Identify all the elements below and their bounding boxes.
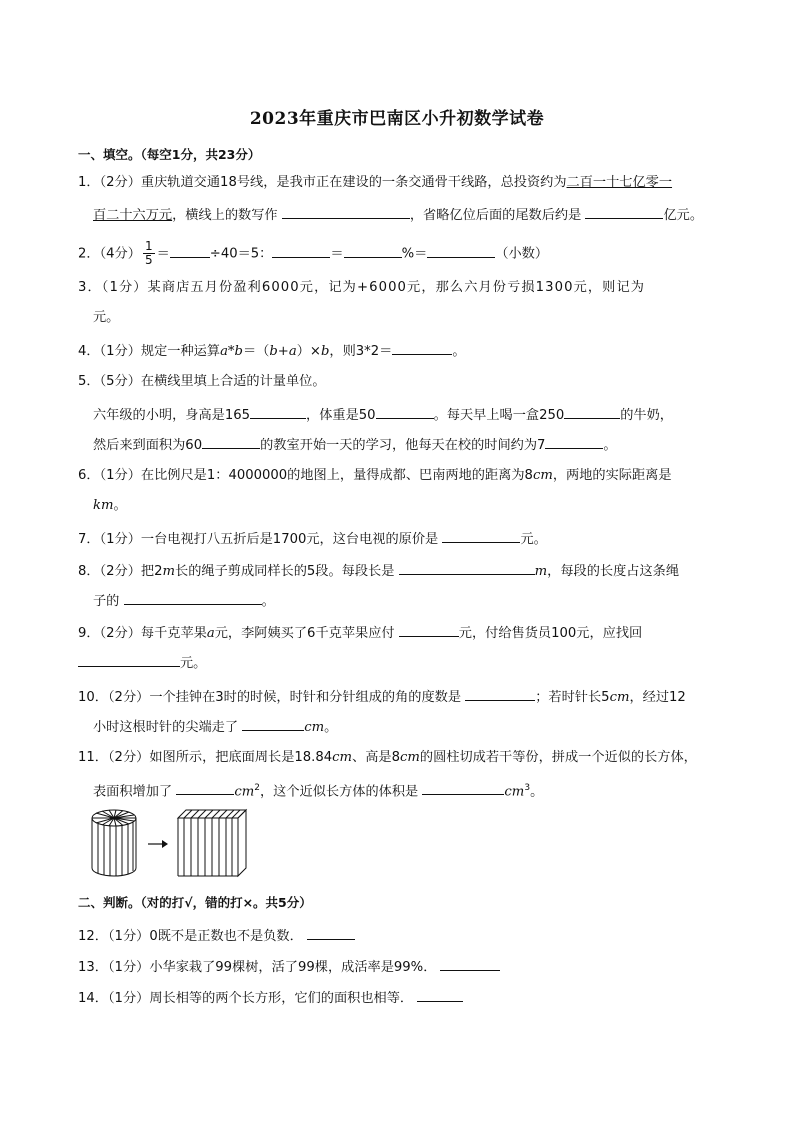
answer-blank[interactable] <box>585 204 663 219</box>
answer-blank[interactable] <box>376 404 434 419</box>
q11-unit-cm-2: cm <box>400 750 420 765</box>
question-13 <box>78 956 500 978</box>
cylinder-to-cuboid-figure <box>88 804 268 882</box>
fraction-numerator: 1 <box>144 239 153 253</box>
question-9-cont <box>78 652 206 674</box>
answer-blank[interactable] <box>176 780 234 795</box>
answer-blank[interactable] <box>442 528 520 543</box>
answer-blank[interactable] <box>250 404 306 419</box>
q5-text-5: 的牛奶， <box>620 408 673 423</box>
q5-text: 5．（5分）在横线里填上合适的计量单位。 <box>78 374 326 389</box>
q6-period: 。 <box>113 498 127 513</box>
question-8-cont <box>93 590 275 612</box>
question-6 <box>78 466 672 486</box>
answer-blank[interactable] <box>307 925 355 940</box>
q6-text-2: ，两地的实际距离是 <box>552 468 672 483</box>
q10-text-3: ，经过12 <box>629 690 686 705</box>
q12-text: 12．（1分）0既不是正数也不是负数． <box>78 929 303 944</box>
answer-blank[interactable] <box>465 686 535 701</box>
q2-eq: ＝ <box>156 246 170 262</box>
answer-blank[interactable] <box>417 987 463 1002</box>
q8-text-3: ，每段的长度占这条绳 <box>547 564 680 579</box>
q9-unit: 元。 <box>180 656 207 671</box>
q2-eq-2: ＝ <box>330 246 344 262</box>
question-7 <box>78 528 547 550</box>
q1-text-4: 亿元。 <box>663 208 704 223</box>
q4-expr-2: b+a <box>269 344 297 359</box>
q4-text-4: ，则3*2＝ <box>329 344 393 359</box>
question-3 <box>78 278 645 298</box>
q4-text: 4．（1分）规定一种运算 <box>78 344 221 359</box>
q6-text: 6．（1分）在比例尺是1：4000000的地图上，量得成都、巴南两地的距离为8 <box>78 468 533 483</box>
answer-blank[interactable] <box>344 243 402 258</box>
q10-text-4: 小时这根时针的尖端走了 <box>93 720 239 735</box>
q10-text-2: ；若时针长5 <box>535 690 610 705</box>
q8-period: 。 <box>261 594 275 609</box>
question-9 <box>78 622 642 644</box>
question-11 <box>78 748 697 768</box>
answer-blank[interactable] <box>282 204 410 219</box>
q2-percent: %＝ <box>401 246 428 262</box>
answer-blank[interactable] <box>399 560 535 575</box>
answer-blank[interactable] <box>399 622 459 637</box>
q5-text-2: 六年级的小明，身高是165 <box>93 408 251 423</box>
q10-text: 10．（2分）一个挂钟在3时的时候，时针和分针组成的角的度数是 <box>78 690 462 705</box>
arrow-right-icon <box>148 840 168 848</box>
q8-text: 8．（2分）把2 <box>78 564 163 579</box>
answer-blank[interactable] <box>427 243 495 258</box>
cylinder-icon <box>92 810 136 876</box>
q5-text-6: 然后来到面积为60 <box>93 438 203 453</box>
section-heading-true-false: 二、判断。（对的打√，错的打×。共5分） <box>78 895 312 910</box>
question-10 <box>78 686 686 708</box>
q8-text-4: 子的 <box>93 594 120 609</box>
q1-text-3: ，省略亿位后面的尾数后约是 <box>409 208 582 223</box>
q11-sup-3: 3 <box>524 783 531 793</box>
q2-text: 2．（4分） <box>78 246 141 262</box>
answer-blank[interactable] <box>202 434 260 449</box>
question-3-cont <box>93 308 119 328</box>
cuboid-icon <box>178 810 246 876</box>
q9-text-3: 元，付给售货员100元，应找回 <box>458 626 643 641</box>
q4-var: b <box>320 344 330 359</box>
q11-text-2: 、高是8 <box>352 750 400 765</box>
q8-text-2: 长的绳子剪成同样长的5段。每段长是 <box>175 564 395 579</box>
q9-var-a: a <box>206 626 215 641</box>
question-1-cont <box>93 204 703 226</box>
question-6-cont <box>93 496 127 516</box>
q7-text: 7．（1分）一台电视打八五折后是1700元，这台电视的原价是 <box>78 532 439 547</box>
q11-unit-cm2: cm <box>234 784 255 800</box>
q6-unit-cm: cm <box>532 468 553 483</box>
answer-blank[interactable] <box>124 590 262 605</box>
question-12 <box>78 925 355 947</box>
page-title: 2023年重庆市巴南区小升初数学试卷 <box>249 109 545 129</box>
q9-text: 9．（2分）每千克苹果 <box>78 626 207 641</box>
answer-blank[interactable] <box>78 652 180 667</box>
q2-text-2: ÷40＝5： <box>209 246 273 262</box>
q4-text-3: ）× <box>296 344 321 359</box>
answer-blank[interactable] <box>422 780 504 795</box>
q8-unit-m-2: m <box>534 564 548 579</box>
q10-unit-cm: cm <box>609 690 630 705</box>
question-14 <box>78 987 463 1009</box>
answer-blank[interactable] <box>272 243 330 258</box>
q5-period: 。 <box>603 438 617 453</box>
answer-blank[interactable] <box>564 404 620 419</box>
q5-text-3: ，体重是50 <box>306 408 376 423</box>
q3-unit: 元。 <box>93 310 120 325</box>
q5-text-7: 的教室开始一天的学习，他每天在校的时间约为7 <box>260 438 546 453</box>
answer-blank[interactable] <box>392 340 452 355</box>
fraction-denominator: 5 <box>144 253 153 267</box>
q13-text: 13．（1分）小华家栽了99棵树，活了99棵，成活率是99%． <box>78 960 437 975</box>
q11-text-3: 的圆柱切成若干等份，拼成一个近似的长方体， <box>419 750 697 765</box>
answer-blank[interactable] <box>440 956 500 971</box>
q6-unit-km: km <box>93 498 114 513</box>
question-11-cont <box>93 778 543 802</box>
section-heading-fill-blank: 一、填空。（每空1分，共23分） <box>78 147 261 162</box>
question-4 <box>78 340 466 362</box>
q5-text-4: 。每天早上喝一盒250 <box>433 408 565 423</box>
answer-blank[interactable] <box>242 716 304 731</box>
q4-period: 。 <box>452 344 466 359</box>
q1-underlined-number-cont: 百二十六万元 <box>93 208 173 223</box>
q9-text-2: 元，李阿姨买了6千克苹果应付 <box>214 626 395 641</box>
answer-blank[interactable] <box>170 243 210 258</box>
question-10-cont <box>93 716 337 738</box>
q3-text: 3．（1分）某商店五月份盈利6000元，记为+6000元，那么六月份亏损1300元，则记为 <box>78 280 646 295</box>
question-8 <box>78 560 679 582</box>
q7-unit: 元。 <box>520 532 547 547</box>
q2-decimal-note: （小数） <box>495 246 549 262</box>
answer-blank[interactable] <box>545 434 603 449</box>
q11-sup-2: 2 <box>254 783 260 793</box>
q11-period: 。 <box>530 784 544 800</box>
fraction <box>143 240 155 267</box>
q11-text-4: 表面积增加了 <box>93 784 173 800</box>
q11-unit-cm: cm <box>332 750 353 765</box>
q10-period: 。 <box>324 720 338 735</box>
q11-unit-cm3: cm <box>504 784 525 800</box>
q4-expr: a*b <box>220 344 243 359</box>
q14-text: 14．（1分）周长相等的两个长方形，它们的面积也相等． <box>78 991 414 1006</box>
question-5-line-3 <box>93 434 617 456</box>
question-1 <box>78 173 672 193</box>
q1-underlined-number: 二百一十七亿零一 <box>566 175 673 190</box>
q11-text-5: ，这个近似长方体的体积是 <box>259 784 419 800</box>
question-2 <box>78 240 548 267</box>
q4-text-2: ＝（ <box>242 344 270 359</box>
q1-text-2: ，横线上的数写作 <box>172 208 278 223</box>
q1-text: 1．（2分）重庆轨道交通18号线，是我市正在建设的一条交通骨干线路，总投资约为 <box>78 175 567 190</box>
q8-unit-m: m <box>162 564 176 579</box>
question-5-line-2 <box>93 404 673 426</box>
question-5 <box>78 372 326 392</box>
q11-text: 11．（2分）如图所示，把底面周长是18.84 <box>78 750 333 765</box>
q10-unit-cm-2: cm <box>304 720 325 735</box>
